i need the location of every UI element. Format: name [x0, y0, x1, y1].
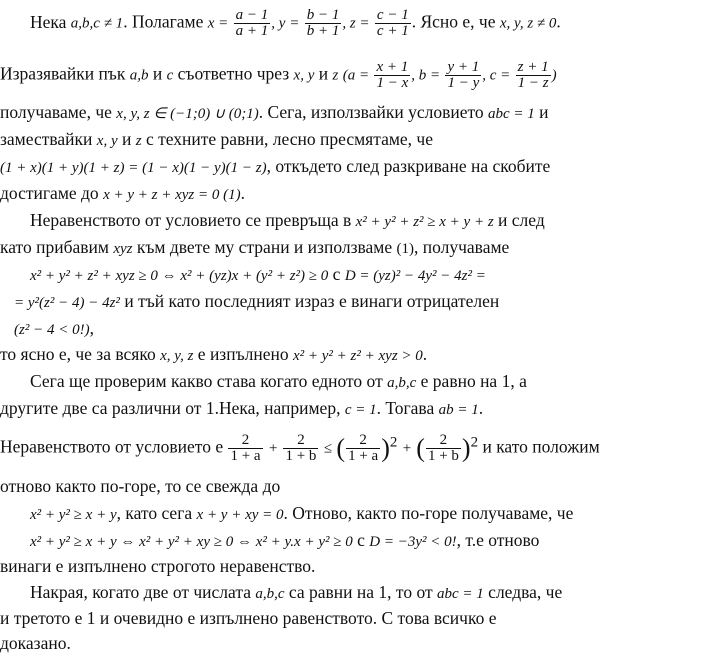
text: с [332, 264, 341, 284]
text: . [556, 11, 561, 32]
math: = y²(z² − 4) − 4z² [14, 295, 120, 311]
text: като прибавим [0, 237, 109, 257]
text: замествайки [0, 129, 93, 149]
line-6 [0, 182, 705, 206]
line-12 [0, 343, 705, 367]
fraction-x: $\frac{a - 1}{a + 1}$ [235, 7, 269, 39]
line-10 [0, 290, 705, 314]
text: и [152, 63, 163, 84]
math: (1 + x)(1 + y)(1 + z) = (1 − x)(1 − y)(1 − z) [0, 160, 267, 176]
paren: ( [416, 433, 425, 463]
fraction-l1: $\frac{2}{1 + a}$ [230, 432, 261, 464]
text: , [89, 318, 94, 338]
line-18 [0, 529, 705, 553]
math: x² + y² + z² + xyz > 0 [293, 348, 423, 364]
text: и [318, 63, 329, 84]
math: x, y, z [160, 348, 194, 364]
math: + [267, 440, 279, 457]
line-5 [0, 155, 705, 179]
math: xyz [113, 241, 133, 257]
text: Нека [30, 11, 67, 32]
math: x, y [96, 133, 118, 149]
line-8 [0, 236, 705, 260]
text: и тъй като последният израз е винаги отрицателен [124, 291, 500, 311]
text: и като положим [482, 436, 600, 457]
line-21 [0, 607, 705, 629]
text: Накрая, когато две от числата [30, 582, 251, 602]
math: ab = 1 [438, 402, 479, 418]
math: a,b [129, 67, 149, 84]
line-2 [0, 60, 705, 91]
text: Неравенството от условието е [0, 436, 224, 457]
text: , като сега [116, 503, 193, 523]
fraction-z: $\frac{c - 1}{c + 1}$ [376, 7, 409, 39]
text: достигаме до [0, 183, 99, 203]
math: D = −3y² < 0! [369, 534, 457, 550]
math: (a = [342, 67, 370, 84]
text: съответно чрез [177, 63, 290, 84]
line-7 [0, 209, 705, 233]
math: x² + y² ≥ x + y [30, 507, 117, 523]
math: x, y [293, 67, 315, 84]
math: a,b,c [255, 586, 285, 602]
text: . Полагаме [123, 11, 204, 32]
text: . Ясно е, че [411, 11, 496, 32]
exponent: 2 [470, 434, 479, 451]
line-9 [0, 263, 705, 287]
math: ≤ [323, 440, 333, 457]
text: Сега ще проверим какво става когато едното от [30, 371, 383, 391]
fraction-a: $\frac{x + 1}{1 - x}$ [376, 59, 409, 91]
math: x + y + xy = 0 [196, 507, 284, 523]
line-15 [0, 433, 705, 464]
text: . Отново, както по-горе получаваме, че [283, 503, 574, 523]
math: (z² − 4 < 0!) [14, 322, 90, 338]
math: c [166, 67, 174, 84]
line-13 [0, 370, 705, 394]
line-20 [0, 581, 705, 605]
paren: ) [381, 433, 390, 463]
text: с [357, 530, 365, 550]
math: , y = [271, 15, 300, 32]
math: D = (yz)² − 4y² − 4z² = [344, 268, 486, 284]
text: . [422, 344, 428, 364]
text: другите две са различни от 1.Нека, например, [0, 398, 341, 418]
text: и след [498, 210, 545, 230]
text: , т.е отново [456, 530, 540, 550]
paren: ( [336, 433, 346, 463]
math: c = 1 [344, 402, 377, 418]
math: abc = 1 [437, 586, 484, 602]
math: (1) [396, 241, 414, 257]
text: доказано. [0, 633, 71, 653]
text: следва, че [488, 582, 563, 602]
text: , получаваме [414, 237, 510, 257]
math: a,b,c [387, 375, 417, 391]
math: x = [207, 15, 229, 32]
text: . Тогава [376, 398, 435, 418]
text: са равни на 1, то от [288, 582, 433, 602]
line-19 [0, 555, 705, 577]
fraction-b: $\frac{y + 1}{1 - y}$ [447, 59, 480, 91]
math: x² + y² + z² + xyz ≥ 0 ⇔ x² + (yz)x + (y² + z²) ≥ 0 [30, 268, 329, 284]
line-16 [0, 475, 705, 497]
text: . Сега, използвайки условието [258, 102, 484, 122]
text: е равно на 1, а [420, 371, 527, 391]
text: и [121, 129, 132, 149]
text: то ясно е, че за всяко [0, 344, 156, 364]
math: x, y, z ∈ (−1;0) ∪ (0;1) [116, 106, 259, 122]
math: x + y + z + xyz = 0 (1) [103, 187, 241, 203]
line-17 [0, 502, 705, 526]
text: и третото е 1 и очевидно е изпълнено равенството. С това всичко е [0, 608, 497, 628]
math: + [401, 440, 412, 457]
math: , b = [411, 67, 441, 84]
text: . [240, 183, 245, 203]
line-14 [0, 397, 705, 421]
math: a,b,c ≠ 1 [70, 15, 124, 32]
paren: ) [461, 433, 471, 463]
text: с техните равни, лесно пресмятаме, че [145, 129, 434, 149]
fraction-l2: $\frac{2}{1 + b}$ [285, 432, 317, 464]
math: , c = [482, 67, 511, 84]
text: , откъдето след разкриване на скобите [266, 156, 551, 176]
text: е изпълнено [197, 344, 289, 364]
math: z [332, 67, 339, 84]
text: Неравенството от условието се превръща в [30, 210, 352, 230]
fraction-y: $\frac{b - 1}{b + 1}$ [306, 7, 340, 39]
math: ) [551, 67, 557, 84]
math: abc = 1 [488, 106, 535, 122]
math: x² + y² + z² ≥ x + y + z [355, 214, 494, 230]
line-1 [0, 8, 705, 39]
text: отново както по-горе, то се свежда до [0, 476, 281, 496]
math: x, y, z ≠ 0 [499, 15, 557, 32]
math: z [135, 133, 142, 149]
line-4 [0, 128, 705, 152]
fraction-r1: $\frac{2}{1 + a}$ [348, 432, 379, 464]
math: , z = [342, 15, 370, 32]
line-11 [0, 317, 705, 341]
math: x² + y² ≥ x + y ⇔ x² + y² + xy ≥ 0 ⇔ x² + y.x + y² ≥ 0 [30, 534, 353, 550]
text: Изразявайки пък [0, 63, 126, 84]
fraction-r2: $\frac{2}{1 + b}$ [427, 432, 459, 464]
text: получаваме, че [0, 102, 112, 122]
text: винаги е изпълнено строгото неравенство. [0, 556, 316, 576]
text: и [539, 102, 549, 122]
text: към двете му страни и използваме [136, 237, 393, 257]
exponent: 2 [389, 434, 398, 451]
line-22 [0, 632, 705, 654]
fraction-c: $\frac{z + 1}{1 - z}$ [517, 59, 549, 91]
text: . [478, 398, 484, 418]
line-3 [0, 101, 705, 125]
